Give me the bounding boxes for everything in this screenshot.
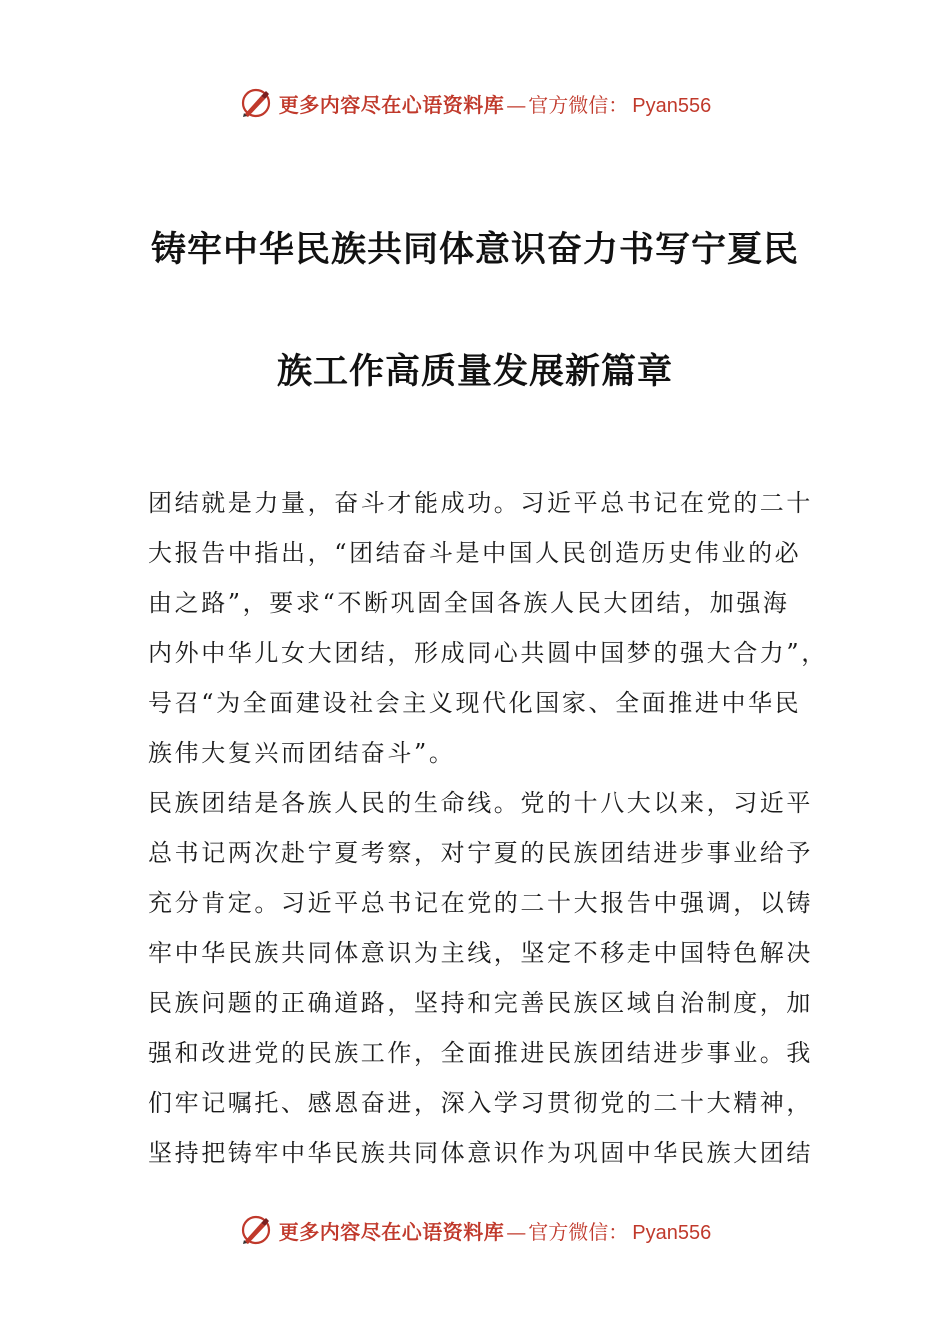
watermark-dash: — [506, 92, 527, 117]
body-line: 强和改进党的民族工作，全面推进民族团结进步事业。我 [148, 1039, 813, 1067]
body-line: 民族问题的正确道路，坚持和完善民族区域自治制度，加 [148, 989, 813, 1017]
pen-logo-icon [239, 86, 273, 120]
body-line: 牢中华民族共同体意识为主线，坚定不移走中国特色解决 [148, 939, 813, 967]
body-line: 大报告中指出，“团结奋斗是中国人民创造历史伟业的必 [148, 539, 802, 567]
body-line: 坚持把铸牢中华民族共同体意识作为巩固中华民族大团结 [148, 1139, 813, 1167]
watermark-wechat-id: Pyan556 [632, 1221, 712, 1244]
body-line: 内外中华儿女大团结，形成同心共圆中国梦的强大合力”， [148, 639, 828, 667]
body-line: 由之路”，要求“不断巩固全国各族人民大团结，加强海 [148, 589, 790, 617]
footer-watermark [0, 1210, 950, 1250]
document-title-line-1: 铸牢中华民族共同体意识奋力书写宁夏民 [150, 230, 799, 270]
watermark-wechat-id: Pyan556 [632, 94, 712, 117]
body-line: 族伟大复兴而团结奋斗”。 [148, 739, 456, 767]
body-line: 们牢记嘱托、感恩奋进，深入学习贯彻党的二十大精神， [148, 1089, 813, 1117]
header-watermark [0, 83, 950, 123]
watermark-label: 官方微信： [528, 1219, 629, 1244]
watermark-site: 更多内容尽在心语资料库 [278, 92, 505, 117]
watermark-dash: — [506, 1219, 527, 1244]
watermark-label: 官方微信： [528, 92, 629, 117]
body-line: 总书记两次赴宁夏考察，对宁夏的民族团结进步事业给予 [148, 839, 813, 867]
body-line: 团结就是力量，奋斗才能成功。习近平总书记在党的二十 [148, 489, 813, 517]
body-line: 充分肯定。习近平总书记在党的二十大报告中强调，以铸 [148, 889, 813, 917]
watermark-site: 更多内容尽在心语资料库 [278, 1219, 505, 1244]
document-body [148, 478, 828, 1178]
document-title-line-2: 族工作高质量发展新篇章 [276, 352, 673, 392]
pen-logo-icon [239, 1213, 273, 1247]
body-line: 号召“为全面建设社会主义现代化国家、全面推进中华民 [148, 689, 802, 717]
body-line: 民族团结是各族人民的生命线。党的十八大以来，习近平 [148, 789, 813, 817]
